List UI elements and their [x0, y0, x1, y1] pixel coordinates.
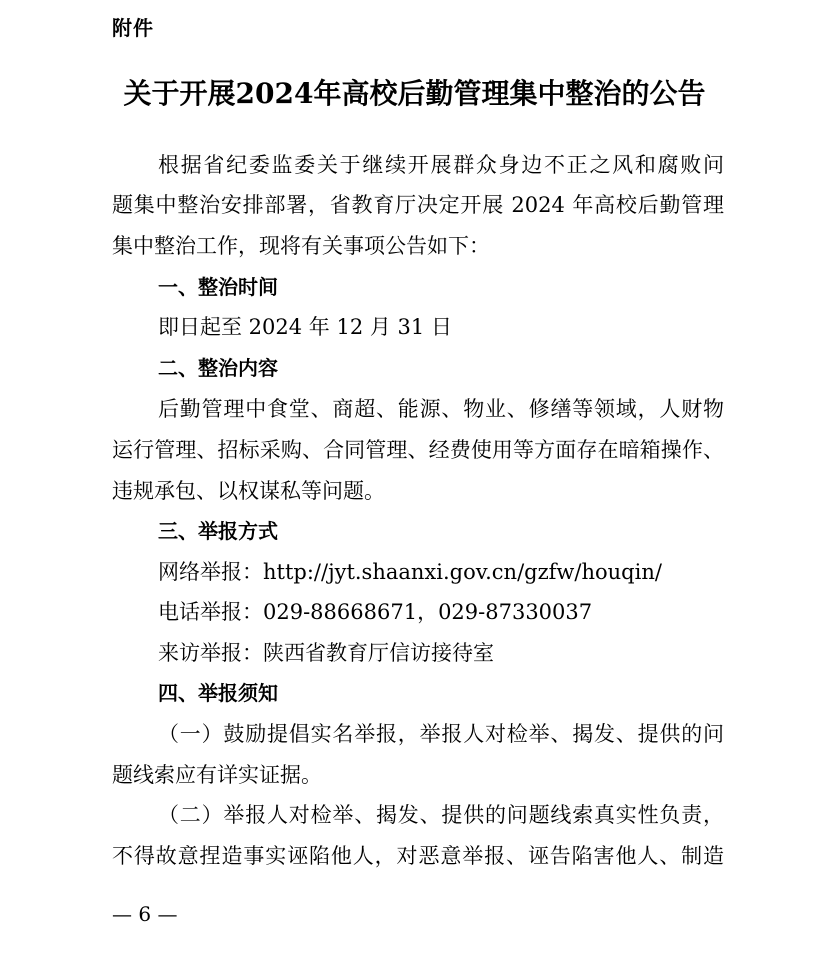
page-number: — 6 — [112, 902, 178, 926]
section-heading-time: 一、整治时间 [158, 275, 278, 299]
notice-line-2: 题线索应有详实证据。 [112, 763, 322, 787]
intro-line-2: 题集中整治安排部署，省教育厅决定开展 2024 年高校后勤管理 [112, 193, 724, 217]
report-online-line: 网络举报：http://jyt.shaanxi.gov.cn/gzfw/houqin/ [158, 560, 662, 584]
report-phone-line: 电话举报：029-88668671，029-87330037 [158, 600, 593, 624]
notice-line-3: （二）举报人对检举、揭发、提供的问题线索真实性负责， [158, 803, 724, 827]
intro-line-3: 集中整治工作，现将有关事项公告如下： [112, 234, 490, 258]
attachment-label: 附件 [112, 16, 154, 40]
section-heading-report-method: 三、举报方式 [158, 519, 278, 543]
notice-line-4: 不得故意捏造事实诬陷他人，对恶意举报、诬告陷害他人、制造 [112, 844, 724, 868]
section-content-line-3: 违规承包、以权谋私等问题。 [112, 479, 385, 503]
notice-line-1: （一）鼓励提倡实名举报，举报人对检举、揭发、提供的问 [158, 722, 724, 746]
section-content-line-2: 运行管理、招标采购、合同管理、经费使用等方面存在暗箱操作、 [112, 438, 724, 462]
section-time-text: 即日起至 2024 年 12 月 31 日 [158, 315, 452, 339]
section-content-line-1: 后勤管理中食堂、商超、能源、物业、修缮等领域，人财物 [158, 397, 724, 421]
report-visit-line: 来访举报：陕西省教育厅信访接待室 [158, 641, 494, 665]
section-heading-content: 二、整治内容 [158, 356, 278, 380]
page-title: 关于开展2024年高校后勤管理集中整治的公告 [123, 77, 706, 110]
intro-line-1: 根据省纪委监委关于继续开展群众身边不正之风和腐败问 [158, 153, 724, 177]
section-heading-notice: 四、举报须知 [158, 681, 278, 705]
